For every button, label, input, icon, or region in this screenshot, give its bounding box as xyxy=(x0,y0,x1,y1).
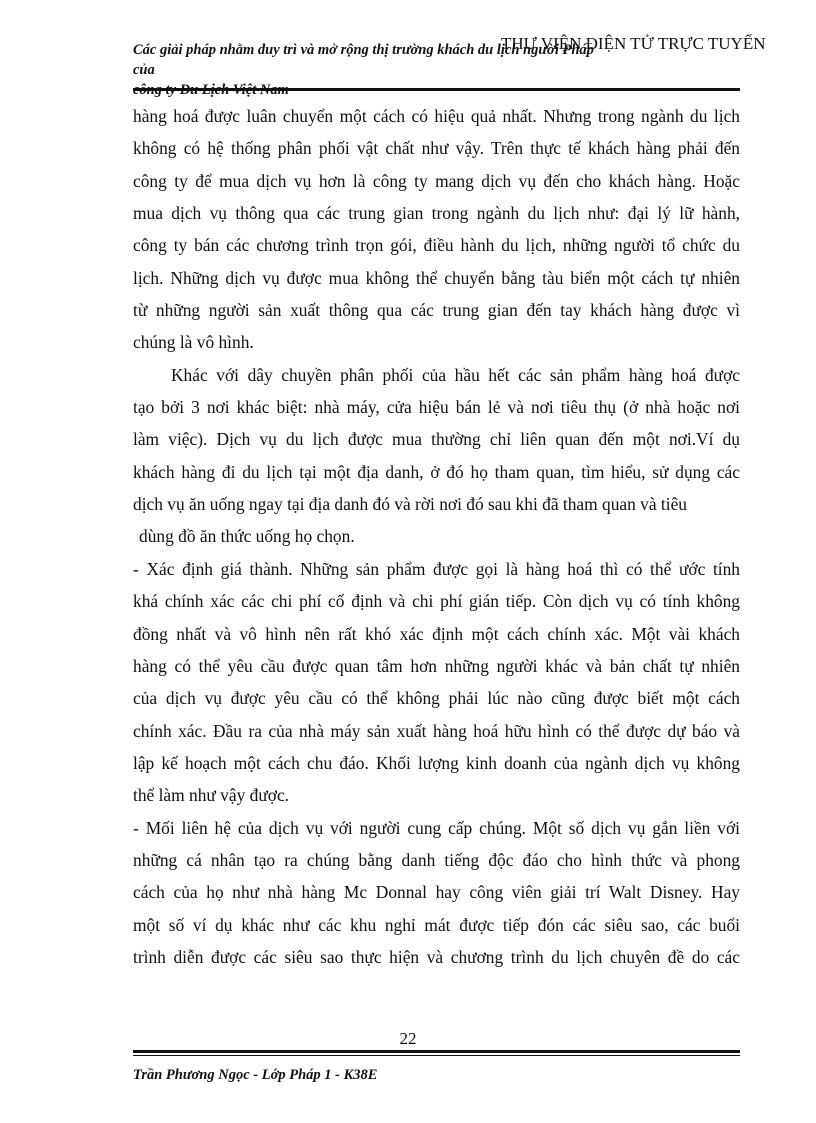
text-line: cách của họ như nhà hàng Mc Donnal hay công viên giải trí Walt Disney. Hay xyxy=(133,882,740,903)
text-line: công ty để mua dịch vụ hơn là công ty mang dịch vụ đến cho khách hàng. Hoặc xyxy=(133,170,740,191)
page-header xyxy=(133,34,773,84)
text-line: khách hàng đi du lịch tại một địa danh, ở đó họ tham quan, tìm hiểu, sử dụng các xyxy=(133,461,740,482)
text-line: những cá nhân tạo ra chúng bằng danh tiếng độc đáo cho hình thức và phong xyxy=(133,849,740,870)
text-line: tạo bởi 3 nơi khác biệt: nhà máy, cửa hiệu bán lẻ và nơi tiêu thụ (ở nhà hoặc nơi xyxy=(133,397,740,418)
footer-rule-thin xyxy=(133,1055,740,1056)
text-line: khá chính xác các chi phí cố định và chi phí gián tiếp. Còn dịch vụ có tính không xyxy=(133,591,740,612)
text-line: không có hệ thống phân phối vật chất như vậy. Trên thực tế khách hàng phải đến xyxy=(133,138,740,159)
text-line: chúng là vô hình. xyxy=(133,332,254,353)
text-line: hàng hoá được luân chuyển một cách có hiệu quả nhất. Nhưng trong ngành du lịch xyxy=(133,106,740,126)
text-line: mua dịch vụ thông qua các trung gian trong ngành du lịch như: đại lý lữ hành, xyxy=(133,203,740,224)
footer-rule-thick xyxy=(133,1050,740,1053)
text-line: dùng đồ ăn thức uống họ chọn. xyxy=(139,526,355,547)
text-line: chính xác. Đầu ra của nhà máy sản xuất hàng hoá hữu hình có thể được dự báo và xyxy=(133,720,740,741)
text-line: - Mối liên hệ của dịch vụ với người cung cấp chúng. Một số dịch vụ gắn liền với xyxy=(133,817,740,838)
text-line: từ những người sản xuất thông qua các trung gian đến tay khách hàng được vì xyxy=(133,300,740,321)
header-rule xyxy=(133,88,740,91)
text-line: công ty bán các chương trình trọn gói, điều hành du lịch, những người tổ chức du xyxy=(133,235,740,256)
text-line: của dịch vụ được yêu cầu có thể không phải lúc nào cũng được biết một cách xyxy=(133,688,740,709)
text-line: lịch. Những dịch vụ được mua không thể chuyển bằng tàu biển một cách tự nhiên xyxy=(133,267,740,288)
text-line: Khác với dây chuyền phân phối của hầu hết các sản phẩm hàng hoá được xyxy=(171,364,740,385)
text-line: dịch vụ ăn uống ngay tại địa danh đó và rời nơi đó sau khi đã tham quan và tiêu xyxy=(133,494,687,515)
text-line: làm việc). Dịch vụ du lịch được mua thường chỉ liên quan đến một nơi.Ví dụ xyxy=(133,429,740,450)
library-watermark: THƯ VIỆN ĐIỆN TỬ TRỰC TUYẾN xyxy=(501,34,766,53)
text-line: lập kế hoạch một cách chu đáo. Khối lượng kinh doanh của ngành dịch vụ không xyxy=(133,752,740,773)
text-line: trình diễn được các siêu sao thực hiện và chương trình du lịch chuyên đề do các xyxy=(133,946,740,967)
document-title-line-1: Các giải pháp nhằm duy trì và mở rộng thị trường khách du lịch người Pháp của xyxy=(133,42,594,78)
text-line: đồng nhất và vô hình nên rất khó xác định một cách chính xác. Một vài khách xyxy=(133,623,740,644)
text-line: một số ví dụ khác như các khu nghỉ mát được tiếp đón các siêu sao, các buổi xyxy=(133,914,740,935)
body-text xyxy=(133,100,740,973)
footer-author: Trần Phương Ngọc - Lớp Pháp 1 - K38E xyxy=(133,1067,378,1083)
text-line: - Xác định giá thành. Những sản phẩm được gọi là hàng hoá thì có thể ước tính xyxy=(133,558,740,579)
text-line: thể làm như vậy được. xyxy=(133,785,290,806)
text-line: hàng có thể yêu cầu được quan tâm hơn những người khác và bản chất tự nhiên xyxy=(133,655,740,676)
page-number: 22 xyxy=(399,1029,417,1048)
